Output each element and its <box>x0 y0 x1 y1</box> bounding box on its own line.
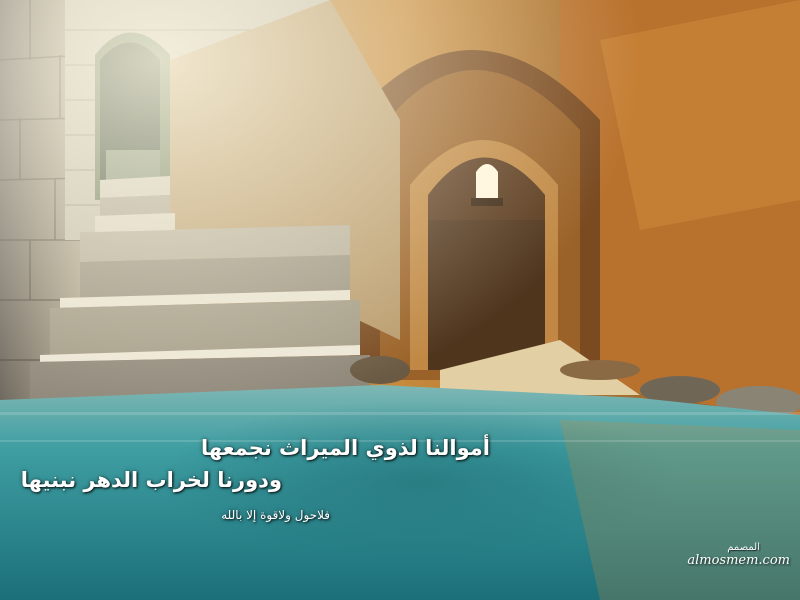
verse-line-3: فلاحول ولاقوة إلا بالله <box>221 508 330 522</box>
watermark-url: almosmem.com <box>687 553 790 568</box>
designer-signature: المصمم <box>727 542 760 553</box>
water-reflection <box>560 420 800 600</box>
verse-line-1: أموالنا لذوي الميراث نجمعها <box>201 436 490 460</box>
verse-line-2: ودورنا لخراب الدهر نبنيها <box>20 468 282 492</box>
